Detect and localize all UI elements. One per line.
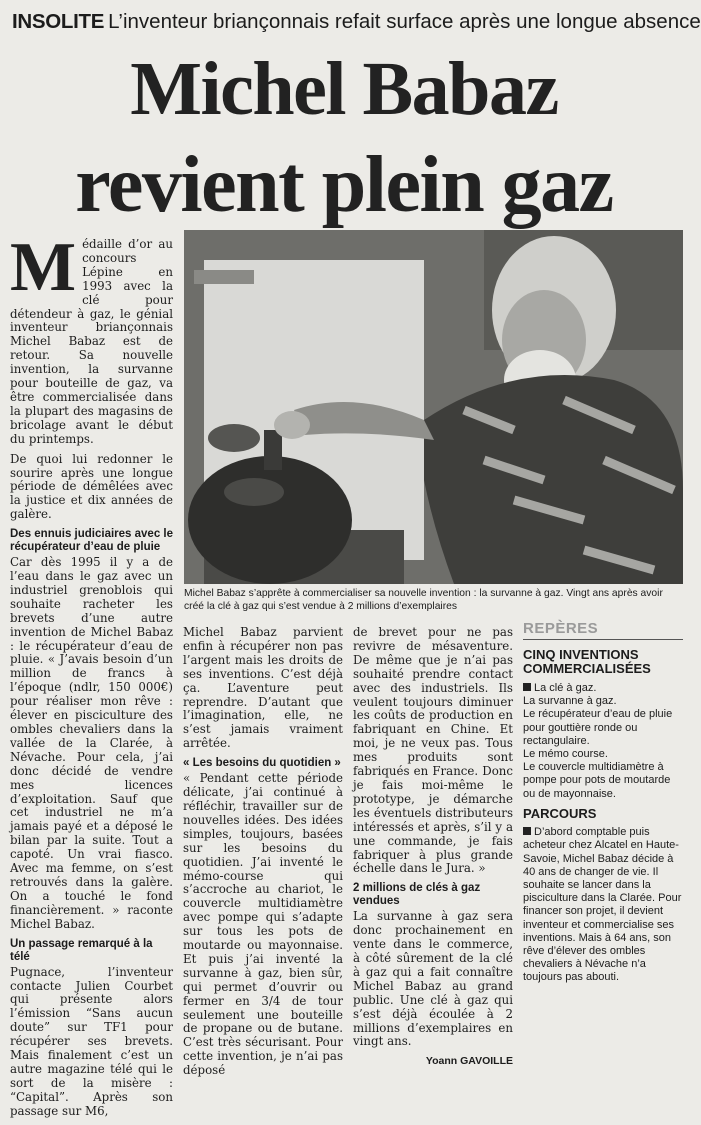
- parcours-heading: PARCOURS: [523, 805, 597, 821]
- intro-paragraph: Médaille d’or au concours Lépine en 1993 avec la clé pour détendeur à gaz, le génial inventeur briançonnais Michel Babaz est de retour. Sa nouvelle invention, la survanne pour bouteille de gaz, va être commercialisée dans la plupart des magasins de bricolage avant le début du printemps.: [10, 229, 173, 446]
- paragraph: Pugnace, l’inventeur contacte Julien Courbet qui présente alors l’émission “Sans aucun doute” sur TF1 pour récupérer ses brevets. Mais finalement c’est un autre magazine télé qui le sort de la misère : “Capital”. Après son passage sur M6,: [10, 964, 173, 1118]
- inventions-heading: CINQ INVENTIONS COMMERCIALISÉES: [523, 646, 651, 677]
- paragraph: La survanne à gaz sera donc prochainement en vente dans le commerce, à côté sûrement de la clé à gaz qui a fait connaître Michel Babaz au grand public. Une clé à gaz qui s’est déjà écoulée à 2 millions d’exemplaires en vingt ans.: [353, 909, 513, 1049]
- subhead: Un passage remarqué à la télé: [10, 937, 153, 963]
- article-column-2: [183, 626, 343, 1084]
- list-item: Le mémo course.: [523, 747, 608, 760]
- square-bullet-icon: [523, 683, 531, 691]
- drop-cap: M: [10, 229, 77, 306]
- article-column-3: [353, 626, 513, 1069]
- subhead: Des ennuis judiciaires avec le récupérateur d’eau de pluie: [10, 528, 173, 554]
- list-item: La clé à gaz.: [523, 682, 683, 695]
- paragraph: de brevet pour ne pas revivre de mésaventure. De même que je n’ai pas souhaité prendre contact avec des industriels. Ils veulent toujours diminuer les coûts de production en fabriquant en Chine. Et moi, je ne veux pas. Tous mes produits sont fabriqués en France. Donc je fais moi-même le prototype, je démarche les éventuels distributeurs intéressés et après, s’il y a une commande, je fais fabriquer à plus grande échelle dans le Jura. »: [353, 625, 513, 876]
- subhead: « Les besoins du quotidien »: [183, 757, 341, 770]
- paragraph: Car dès 1995 il y a de l’eau dans le gaz avec un industriel grenoblois qui souhaite racheter les brevets d’une autre invention de Michel Babaz : le récupérateur d’eau de pluie. « J’avais besoin d’un million de francs à l’époque (ndlr, 150 000€) pour réaliser mon rêve : élever en pisciculture des ombles chevaliers dans la vallée de la Clarée, à Névache. Pour cela, j’ai donc décidé de vendre mes licences d’exploitation. Sauf que cet industriel ne m’a jamais payé et a déposé le bilan par la suite. Tout a capoté. Un vrai fiasco. Avec ma femme, on s’est retrouvés dans la galère. On a touché le fond financièrement. » raconte Michel Babaz.: [10, 555, 173, 931]
- subhead: 2 millions de clés à gaz vendues: [353, 882, 481, 908]
- paragraph: « Pendant cette période délicate, j’ai continué à réfléchir, travailler sur de nouvelles idées. Des idées simples, toujours, basées sur les besoins du quotidien. J’ai inventé le mémo-course qui s’accroche au chariot, le couvercle multidiamètre avec pompe qui s’adapte sur tous les pots de moutarde ou mayonnaise. Et puis j’ai inventé la survanne à gaz, bien sûr, qui permet d’ouvrir ou fermer en 3/4 de tour seulement une bouteille de propane ou de butane. C’est très sécurisant. Pour cette invention, je n’ai pas déposé: [183, 771, 343, 1078]
- paragraph: Michel Babaz parvient enfin à récupérer non pas l’argent mais les droits de ses inventions. C’est déjà ça. L’aventure peut reprendre. D’autant que l’imagination, elle, ne s’est jamais vraiment arrêtée.: [183, 625, 343, 751]
- reperes-sidebar: [523, 622, 683, 985]
- headline-line-2: revient plein gaz: [75, 141, 613, 229]
- rubric-label: INSOLITE: [12, 10, 105, 33]
- deck-text: L’inventeur briançonnais refait surface après une longue absence: [108, 10, 701, 33]
- list-item: Le récupérateur d’eau de pluie pour gouttière ronde ou rectangulaire.: [523, 708, 673, 747]
- sidebar-title: REPÈRES: [523, 622, 683, 640]
- headline-line-1: Michel Babaz: [130, 47, 558, 131]
- kicker: [12, 10, 701, 34]
- parcours-text: D’abord comptable puis acheteur chez Alcatel en Haute-Savoie, Michel Babaz décide à 40 ans de changer de vie. Il souhaite se lancer dans la pisciculture dans la Clarée. Pour financer son projet, il devient inventeur et commercialise ses inventions. Mais à 64 ans, son rêve d’élever des ombles chevaliers à Névache n’a toujours pas abouti.: [523, 826, 682, 984]
- author-signature: Yoann GAVOILLE: [425, 1055, 513, 1068]
- photo-caption: Michel Babaz s’apprête à commercialiser sa nouvelle invention : la survanne à gaz. Vingt ans après avoir créé la clé à gaz qui s’est vendue à 2 millions d’exemplaires: [184, 588, 663, 612]
- article-column-1: [10, 229, 173, 1125]
- square-bullet-icon: [523, 827, 531, 835]
- list-item: La survanne à gaz.: [523, 695, 617, 708]
- inventions-list: [523, 682, 683, 801]
- article-photo: [184, 230, 683, 584]
- photo-illustration: [184, 230, 683, 584]
- paragraph: De quoi lui redonner le sourire après une longue période de démêlées avec la justice et dix années de galère.: [10, 451, 173, 522]
- list-item: Le couvercle multidiamètre à pompe pour pots de moutarde ou de mayonnaise.: [523, 761, 671, 800]
